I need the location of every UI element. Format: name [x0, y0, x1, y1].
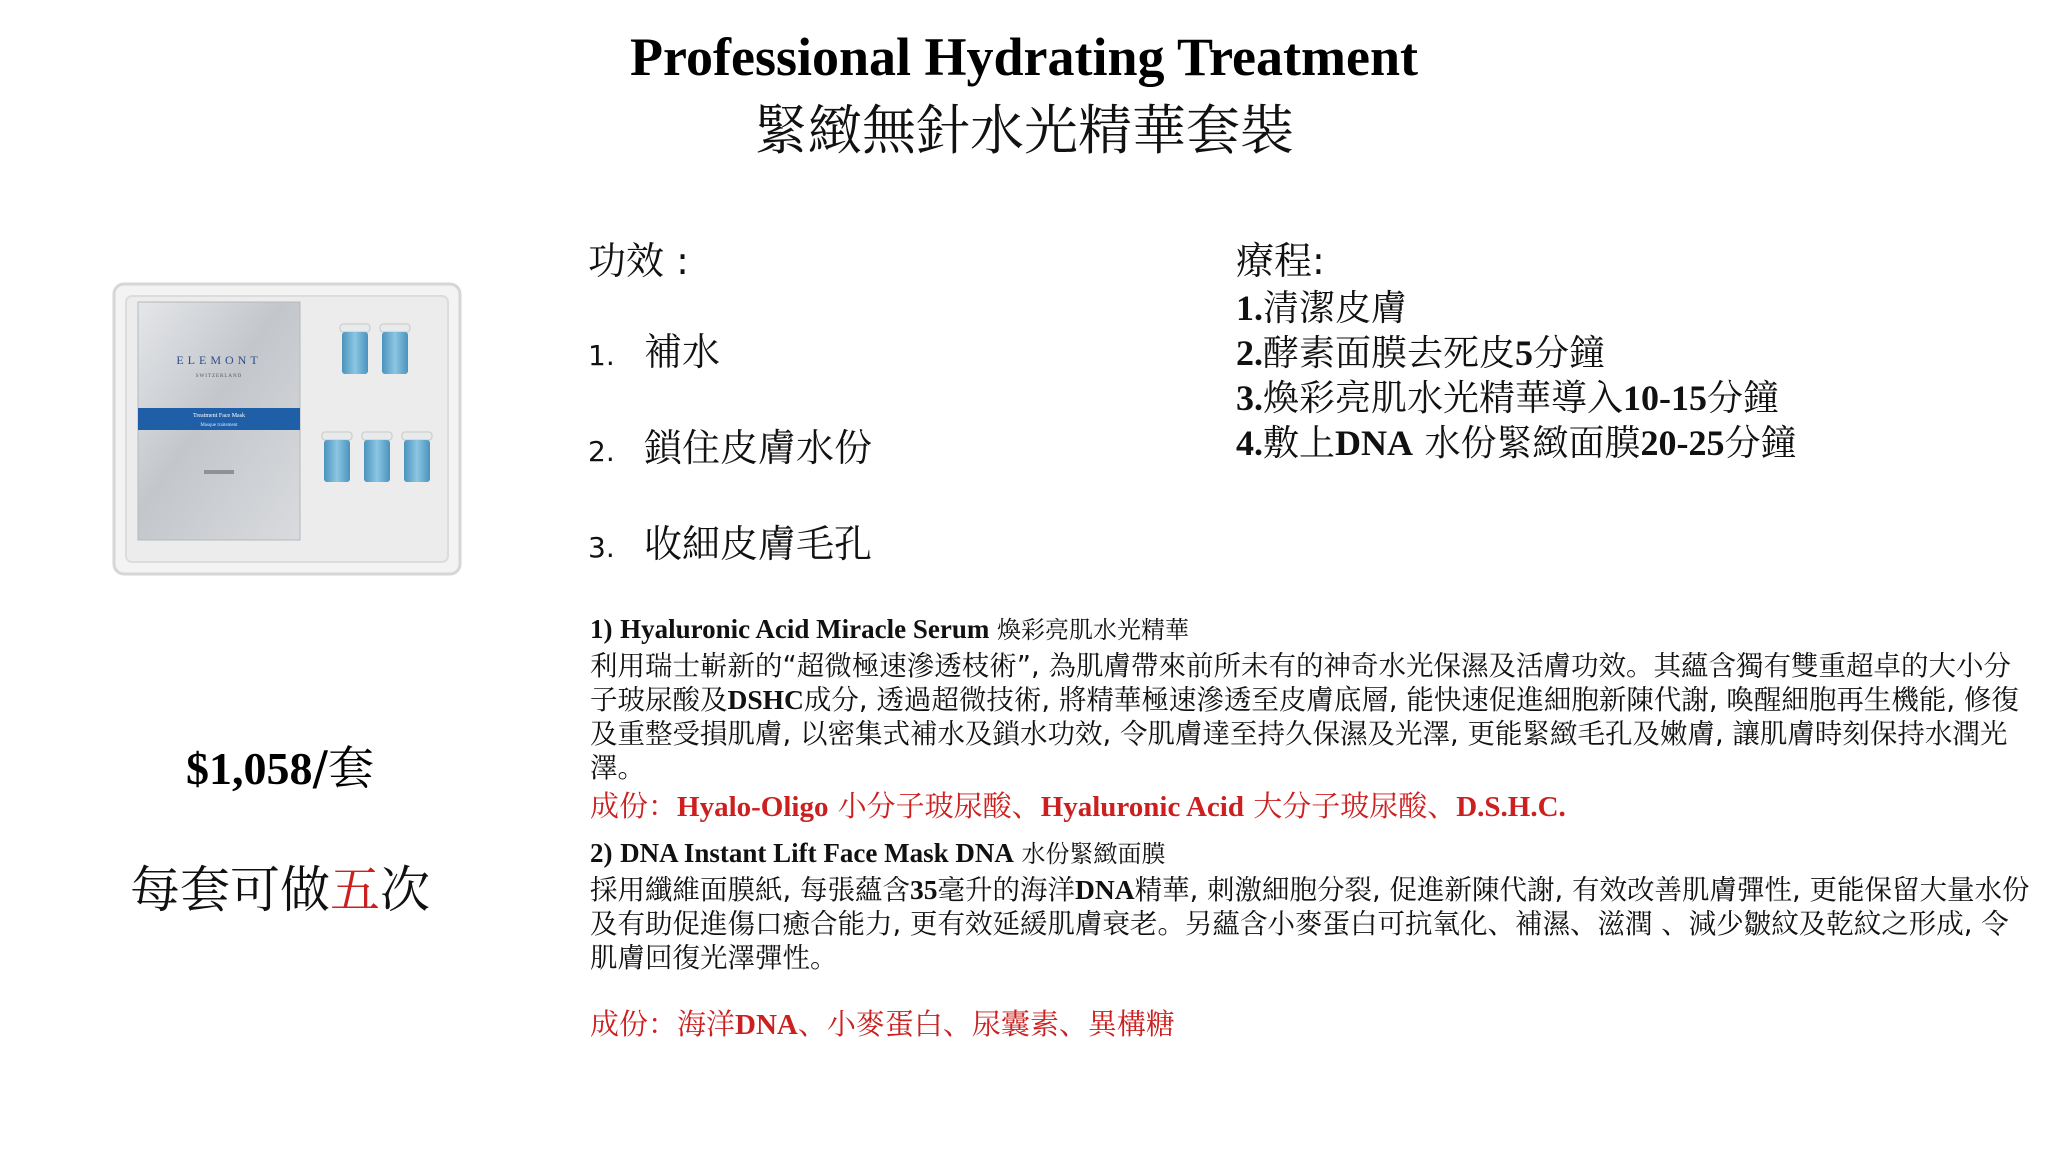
ingredient: D.S.H.C.: [1456, 791, 1566, 823]
desc-highlight: DSHC: [727, 684, 804, 715]
mask-description: [590, 836, 2034, 1044]
step-text: 煥彩亮肌水光精華導入: [1263, 378, 1624, 419]
page-title: Professional Hydrating Treatment: [630, 27, 1418, 87]
treatment-heading: 療程:: [1236, 239, 1325, 283]
step-unit: 分鐘: [1707, 378, 1780, 419]
step-text: 酵素面膜去死皮: [1263, 333, 1516, 374]
sessions-after: 次: [380, 861, 430, 919]
benefit-text: 鎖住皮膚水份: [644, 426, 873, 470]
desc-text: 採用纖維面膜紙, 每張蘊含: [590, 874, 910, 906]
product-name-zh: 煥彩亮肌水光精華: [997, 616, 1189, 644]
desc-highlight: 35: [909, 874, 938, 905]
benefits-section: [588, 236, 1148, 574]
ingredient: 、小麥蛋白、尿囊素、異構糖: [797, 1007, 1175, 1041]
page-subtitle: 緊緻無針水光精華套裝: [754, 99, 1294, 162]
price-amount: $1,058: [186, 743, 313, 794]
step-unit: 分鐘: [1724, 423, 1797, 464]
treatment-step: [1236, 376, 2016, 421]
ingredient: Hyalo-Oligo: [677, 791, 829, 823]
ingredients-label: 成份：: [590, 1007, 678, 1041]
product-title: [590, 612, 2034, 647]
step-number: 1.: [1236, 288, 1263, 328]
step-number: 3.: [1236, 378, 1263, 418]
product-name-zh: 水份緊緻面膜: [1021, 840, 1166, 868]
benefit-number: 2.: [588, 435, 615, 468]
desc-text: 利用瑞士嶄新的“超微極速滲透枝術”, 為肌膚帶來前所未有的神奇水光保濕及活膚功效。其蘊含獨有雙重超卓的大小分子玻尿酸及: [590, 650, 2011, 716]
product-name-en: DNA Instant Lift Face Mask DNA: [620, 838, 1014, 868]
step-duration: 20-25: [1640, 423, 1725, 463]
ingredient: 海洋: [677, 1007, 736, 1041]
step-number: 4.: [1236, 423, 1263, 463]
price: [160, 738, 400, 799]
sessions-count: 五: [330, 861, 380, 919]
product-description: [590, 873, 2034, 975]
step-unit: 分鐘: [1533, 333, 1606, 374]
benefit-item: [588, 518, 1148, 574]
step-text: 水份緊緻面膜: [1413, 423, 1641, 464]
ingredient: Hyaluronic Acid: [1040, 791, 1244, 823]
desc-text: 精華, 刺激細胞分裂, 促進新陳代謝, 有效改善肌膚彈性, 更能保留大量水份及有助促進傷口癒合能力, 更有效延緩肌膚衰老。另蘊含小麥蛋白可抗氧化、補濕、滋潤 、減少皺紋及乾紋之形成, 令肌膚回復光澤彈性。: [590, 874, 2030, 974]
product-ingredients: [590, 1005, 2034, 1044]
treatment-step: [1236, 331, 2016, 376]
product-image: [112, 280, 464, 578]
benefits-heading: 功效 :: [588, 239, 689, 283]
brand-text: ELEMONT: [176, 353, 262, 367]
product-title: [590, 836, 2034, 871]
treatment-step: [1236, 286, 2016, 331]
ingredients-label: 成份：: [590, 789, 678, 823]
benefit-text: 補水: [644, 330, 721, 374]
product-number: 2): [590, 838, 613, 868]
benefit-number: 1.: [588, 339, 615, 372]
serum-description: [590, 612, 2034, 826]
product-description: [590, 649, 2034, 785]
ingredient: DNA: [735, 1009, 798, 1041]
ingredient: 大分子玻尿酸、: [1244, 789, 1457, 823]
step-duration: 10-15: [1623, 378, 1708, 418]
step-dna: DNA: [1335, 423, 1414, 463]
treatment-section: [1236, 236, 2016, 466]
desc-highlight: DNA: [1074, 874, 1135, 905]
benefit-item: [588, 422, 1148, 478]
desc-text: 毫升的海洋: [937, 874, 1075, 906]
product-number: 1): [590, 614, 613, 644]
mask-sachet: [138, 302, 300, 540]
product-name-en: Hyaluronic Acid Miracle Serum: [620, 614, 990, 644]
product-ingredients: [590, 787, 2034, 826]
treatment-step: [1236, 421, 2016, 466]
benefit-item: [588, 326, 1148, 382]
step-text: 清潔皮膚: [1263, 288, 1408, 329]
benefit-number: 3.: [588, 531, 615, 564]
benefit-text: 收細皮膚毛孔: [644, 522, 873, 566]
step-number: 2.: [1236, 333, 1263, 373]
mask-sub-text: Masque traitement: [200, 423, 238, 428]
step-duration: 5: [1515, 333, 1534, 373]
brand-sub-text: SWITZERLAND: [195, 374, 243, 379]
ingredient: 小分子玻尿酸、: [828, 789, 1041, 823]
price-unit: /套: [312, 741, 374, 795]
step-text: 敷上: [1263, 423, 1336, 464]
mask-label-text: Treatment Face Mask: [192, 413, 246, 419]
sessions-before: 每套可做: [130, 861, 330, 919]
sessions-note: [100, 858, 460, 922]
desc-text: 成分, 透過超微技術, 將精華極速滲透至皮膚底層, 能快速促進細胞新陳代謝, 喚醒細胞再生機能, 修復及重整受損肌膚, 以密集式補水及鎖水功效, 令肌膚達至持久保濕及光澤, 更能緊緻毛孔及嫩膚, 讓肌膚時刻保持水潤光澤。: [590, 684, 2019, 784]
